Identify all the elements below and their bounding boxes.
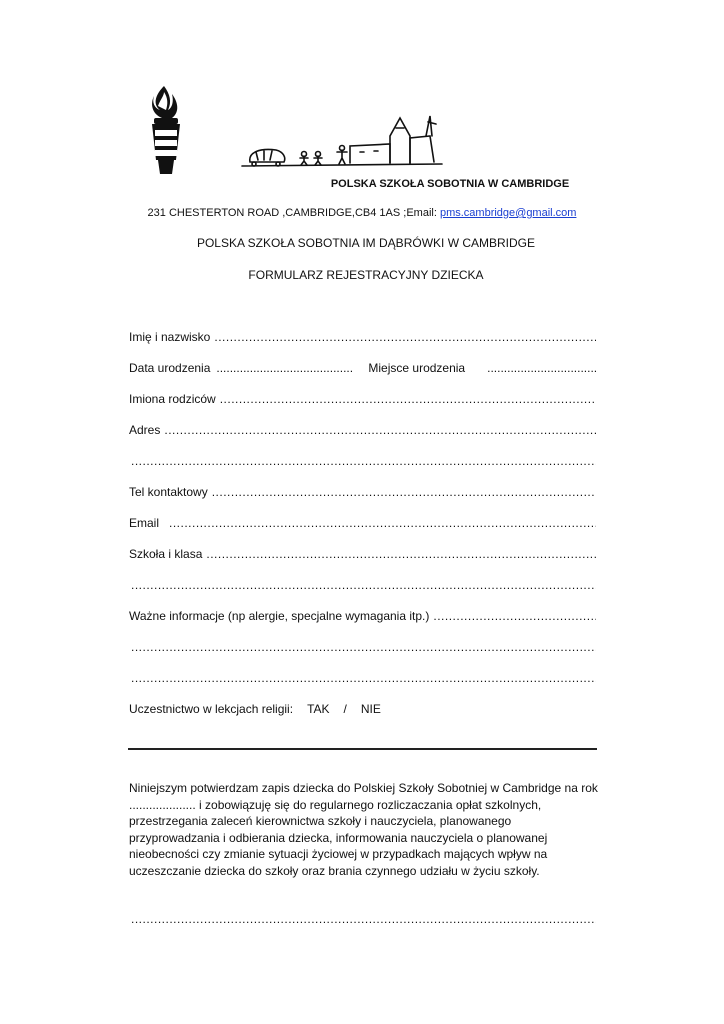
religion-label: Uczestnictwo w lekcjach religii: bbox=[129, 702, 294, 716]
email-label: Email bbox=[129, 516, 160, 530]
birth-field-row bbox=[129, 361, 596, 375]
form-subtitle: FORMULARZ REJESTRACYJNY DZIECKA bbox=[248, 268, 484, 282]
important-info-fill-line[interactable] bbox=[433, 609, 596, 623]
name-field-row bbox=[129, 330, 596, 344]
email-fill-line[interactable] bbox=[169, 516, 596, 530]
address-fill-line-2[interactable] bbox=[131, 454, 596, 468]
address-fill-line[interactable] bbox=[164, 423, 596, 437]
birthplace-fill-line[interactable] bbox=[487, 361, 596, 375]
name-label: Imię i nazwisko bbox=[129, 330, 211, 344]
phone-fill-line[interactable] bbox=[212, 485, 596, 499]
torch-logo-icon bbox=[142, 84, 188, 176]
address-text: 231 CHESTERTON ROAD ,CAMBRIDGE,CB4 1AS ;Email: bbox=[147, 207, 440, 219]
phone-field-row bbox=[129, 485, 596, 499]
important-info-continued-row bbox=[129, 640, 596, 654]
important-info-label: Ważne informacje (np alergie, specjalne wymagania itp.) bbox=[129, 609, 430, 623]
parents-field-row bbox=[129, 392, 596, 406]
important-info-fill-line-2[interactable] bbox=[131, 640, 596, 654]
dob-label: Data urodzenia bbox=[129, 361, 211, 375]
school-name: POLSKA SZKOŁA SOBOTNIA W CAMBRIDGE bbox=[330, 178, 570, 190]
page-title: POLSKA SZKOŁA SOBOTNIA IM DĄBRÓWKI W CAMBRIDGE bbox=[196, 236, 536, 250]
religion-yes-option[interactable]: TAK bbox=[307, 702, 330, 716]
school-class-continued-row bbox=[129, 578, 596, 592]
declaration-text: Niniejszym potwierdzam zapis dziecka do Polskiej Szkoły Sobotniej w Cambridge na rok .................... i zobowiązuję się do regularnego rozliczaczania opłat szkolnych, przestrzegania zaleceń kierownictwa szkoły i nauczyciela, planowanego przyprowadzania i odbierania dziecka, informowania nauczyciela o planowanej nieobecności czy zmianie sytuacji życiowej w przypadkach mających wpływ na uczeszczanie dziecka do szkoły oraz brania czynnego udziału w życiu szkoły. bbox=[129, 781, 598, 878]
section-divider bbox=[128, 748, 597, 750]
parents-label: Imiona rodziców bbox=[129, 392, 216, 406]
religion-no-option[interactable]: NIE bbox=[360, 702, 381, 716]
religion-field-row bbox=[129, 702, 596, 716]
name-fill-line[interactable] bbox=[214, 330, 596, 344]
address-label: Adres bbox=[129, 423, 161, 437]
birthplace-label: Miejsce urodzenia bbox=[368, 361, 466, 375]
important-info-continued-row-2 bbox=[129, 671, 596, 685]
school-class-label: Szkoła i klasa bbox=[129, 547, 203, 561]
address-continued-row bbox=[129, 454, 596, 468]
school-address bbox=[100, 207, 624, 219]
parents-fill-line[interactable] bbox=[220, 392, 596, 406]
school-class-fill-line-2[interactable] bbox=[131, 578, 596, 592]
school-sketch-icon bbox=[240, 108, 444, 170]
religion-separator: / bbox=[343, 702, 347, 716]
important-info-fill-line-3[interactable] bbox=[131, 671, 596, 685]
school-class-field-row bbox=[129, 547, 596, 561]
school-class-fill-line[interactable] bbox=[206, 547, 596, 561]
signature-fill-line[interactable] bbox=[131, 912, 596, 926]
phone-label: Tel kontaktowy bbox=[129, 485, 208, 499]
signature-row bbox=[129, 912, 596, 926]
address-field-row bbox=[129, 423, 596, 437]
dob-fill-line[interactable] bbox=[216, 361, 354, 375]
email-field-row bbox=[129, 516, 596, 530]
email-link[interactable]: pms.cambridge@gmail.com bbox=[439, 207, 577, 219]
important-info-field-row bbox=[129, 609, 596, 623]
